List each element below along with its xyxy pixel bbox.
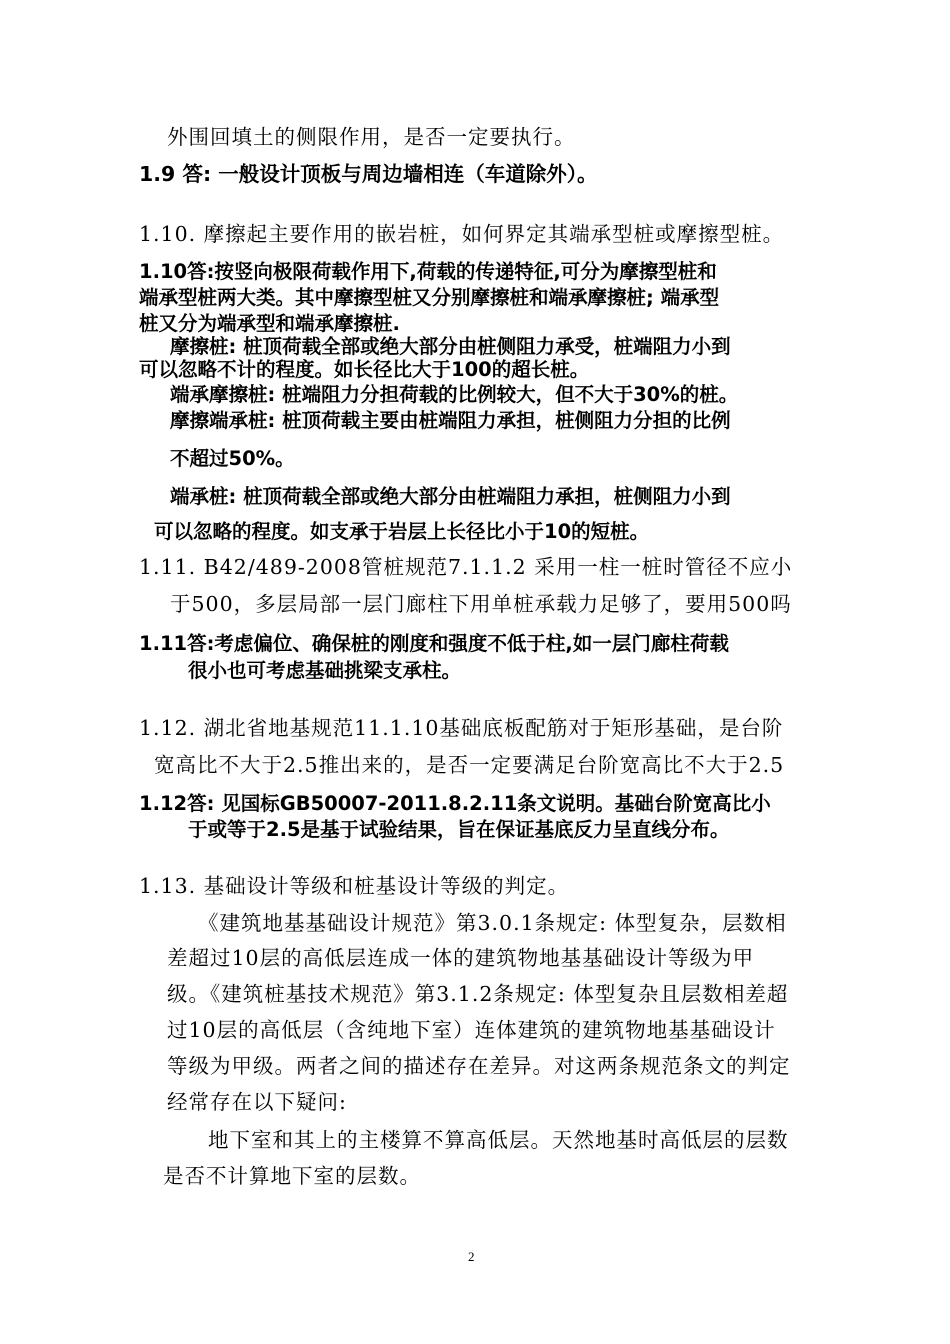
answer-line: 摩擦桩: 桩顶荷载全部或绝大部分由桩侧阻力承受，桩端阻力小到 (170, 335, 731, 358)
answer-line: 1.11答:考虑偏位、确保桩的刚度和强度不低于柱,如一层门廊柱荷载 (139, 632, 729, 655)
text-line: 《建筑地基基础设计规范》第3.0.1条规定: 体型复杂，层数相 (198, 911, 787, 935)
text-line: 经常存在以下疑问: (167, 1090, 347, 1114)
page-number: 2 (468, 1249, 475, 1264)
answer-line: 于或等于2.5是基于试验结果，旨在保证基底反力呈直线分布。 (188, 818, 730, 841)
text-line: 地下室和其上的主楼算不算高低层。天然地基时高低层的层数 (208, 1128, 789, 1152)
answer-line: 很小也可考虑基础挑梁支承柱。 (188, 659, 462, 682)
question-line: 1.10. 摩擦起主要作用的嵌岩桩，如何界定其端承型桩或摩擦型桩。 (139, 222, 785, 246)
text-line: 等级为甲级。两者之间的描述存在差异。对这两条规范条文的判定 (167, 1054, 791, 1078)
text-line: 外围回填土的侧限作用，是否一定要执行。 (167, 125, 576, 149)
text-line: 级。《建筑桩基技术规范》第3.1.2条规定: 体型复杂且层数相差超 (167, 982, 789, 1006)
answer-line: 可以忽略不计的程度。如长径比大于100的超长桩。 (139, 358, 590, 381)
question-line: 1.13. 基础设计等级和桩基设计等级的判定。 (139, 874, 570, 898)
question-line: 宽高比不大于2.5推出来的，是否一定要满足台阶宽高比不大于2.5 (154, 753, 785, 777)
answer-line: 1.10答:按竖向极限荷载作用下,荷载的传递特征,可分为摩擦型桩和 (139, 260, 717, 283)
answer-line: 桩又分为端承型和端承摩擦桩. (139, 312, 400, 335)
question-line: 于500，多层局部一层门廊柱下用单桩承载力足够了，要用500吗 (170, 592, 792, 616)
answer-line: 1.9 答: 一般设计顶板与周边墙相连（车道除外）。 (139, 162, 598, 186)
answer-line: 1.12答: 见国标GB50007-2011.8.2.11条文说明。基础台阶宽高比小 (139, 792, 771, 815)
answer-line: 不超过50%。 (170, 447, 295, 470)
answer-line: 可以忽略的程度。如支承于岩层上长径比小于10的短桩。 (154, 520, 650, 543)
text-line: 是否不计算地下室的层数。 (163, 1164, 421, 1188)
answer-line: 摩擦端承桩: 桩顶荷载主要由桩端阻力承担，桩侧阻力分担的比例 (170, 409, 731, 432)
question-line: 1.11. B42/489-2008管桩规范7.1.1.2 采用一柱一桩时管径不应小 (139, 555, 793, 579)
text-line: 过10层的高低层（含纯地下室）连体建筑的建筑物地基基础设计 (167, 1018, 776, 1042)
text-line: 差超过10层的高低层连成一体的建筑物地基基础设计等级为甲 (167, 946, 755, 970)
question-line: 1.12. 湖北省地基规范11.1.10基础底板配筋对于矩形基础，是台阶 (139, 716, 784, 740)
answer-line: 端承型桩两大类。其中摩擦型桩又分别摩擦桩和端承摩擦桩; 端承型 (139, 286, 720, 309)
answer-line: 端承摩擦桩: 桩端阻力分担荷载的比例较大，但不大于30%的桩。 (170, 383, 739, 406)
answer-line: 端承桩: 桩顶荷载全部或绝大部分由桩端阻力承担，桩侧阻力小到 (170, 485, 731, 508)
